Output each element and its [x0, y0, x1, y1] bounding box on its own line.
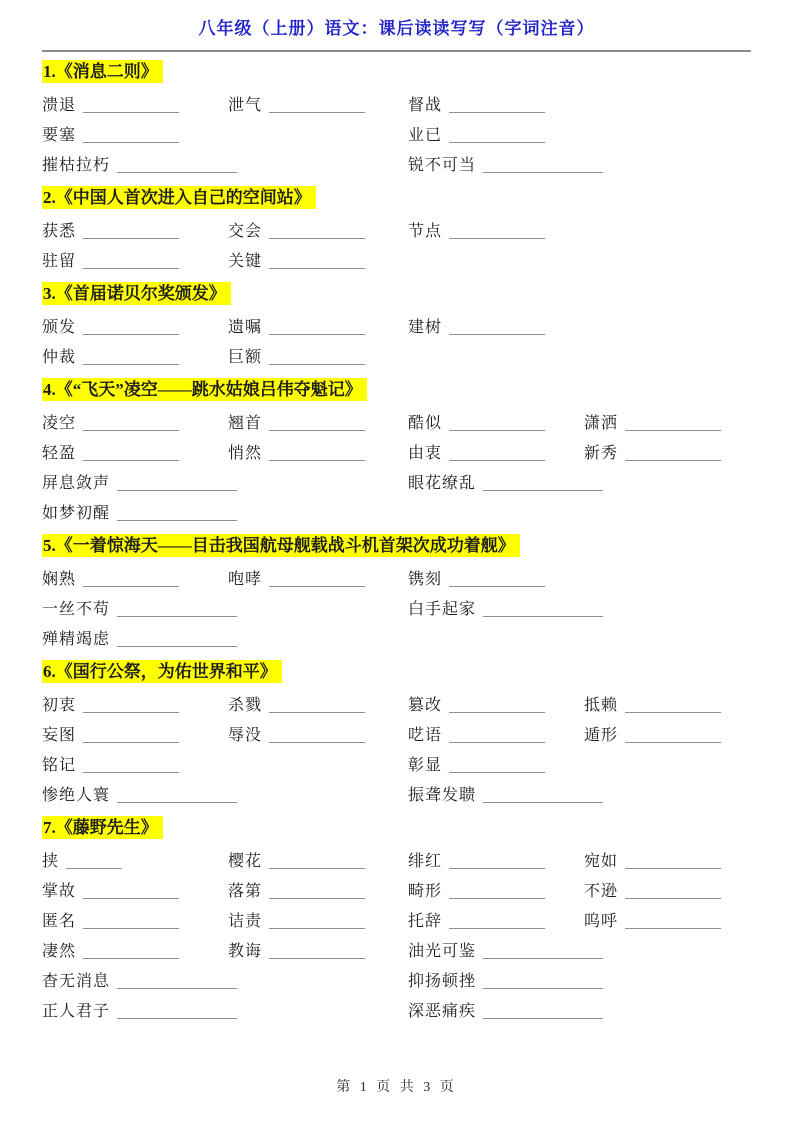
vocabulary-word: 潇洒	[584, 415, 619, 432]
word-cell	[408, 152, 603, 175]
word-cell	[408, 470, 603, 493]
word-cell	[228, 410, 365, 433]
word-cell	[42, 878, 179, 901]
pinyin-answer-blank	[269, 913, 365, 929]
word-row	[42, 778, 751, 808]
pinyin-answer-blank	[83, 445, 179, 461]
word-cell	[42, 566, 179, 589]
vocabulary-word: 督战	[408, 97, 443, 114]
pinyin-answer-blank	[83, 349, 179, 365]
section-heading-7	[42, 817, 751, 839]
vocabulary-word: 节点	[408, 223, 443, 240]
pinyin-answer-blank	[625, 883, 721, 899]
word-cell	[408, 122, 545, 145]
pinyin-answer-blank	[269, 253, 365, 269]
word-row	[42, 718, 751, 748]
vocabulary-word: 落第	[228, 883, 263, 900]
page-number-footer: 第 1 页 共 3 页	[336, 1080, 457, 1095]
vocabulary-word: 惨绝人寰	[42, 787, 111, 804]
word-cell	[228, 938, 365, 961]
pinyin-answer-blank	[83, 943, 179, 959]
vocabulary-word: 如梦初醒	[42, 505, 111, 522]
pinyin-answer-blank	[269, 943, 365, 959]
word-cell	[584, 722, 721, 745]
word-cell	[42, 998, 237, 1021]
vocabulary-word: 振聋发聩	[408, 787, 477, 804]
pinyin-answer-blank	[83, 913, 179, 929]
pinyin-answer-blank	[449, 883, 545, 899]
pinyin-answer-blank	[449, 445, 545, 461]
word-cell	[408, 848, 545, 871]
vocabulary-word: 匿名	[42, 913, 77, 930]
pinyin-answer-blank	[269, 727, 365, 743]
word-cell	[408, 314, 545, 337]
vocabulary-word: 呜呼	[584, 913, 619, 930]
section-heading-highlight: 1.《消息二则》	[42, 60, 163, 83]
vocabulary-word: 镌刻	[408, 571, 443, 588]
word-cell	[42, 848, 122, 871]
pinyin-answer-blank	[117, 1003, 237, 1019]
word-cell	[228, 440, 365, 463]
section-heading-highlight: 7.《藤野先生》	[42, 816, 163, 839]
vocabulary-word: 抑扬顿挫	[408, 973, 477, 990]
vocabulary-word: 呓语	[408, 727, 443, 744]
vocabulary-word: 新秀	[584, 445, 619, 462]
word-cell	[408, 968, 603, 991]
word-cell	[228, 692, 365, 715]
word-cell	[584, 440, 721, 463]
word-cell	[408, 596, 603, 619]
pinyin-answer-blank	[269, 415, 365, 431]
pinyin-answer-blank	[83, 727, 179, 743]
word-row	[42, 496, 751, 526]
vocabulary-word: 眼花缭乱	[408, 475, 477, 492]
word-row	[42, 964, 751, 994]
pinyin-answer-blank	[83, 97, 179, 113]
word-cell	[228, 314, 365, 337]
vocabulary-word: 凌空	[42, 415, 77, 432]
pinyin-answer-blank	[269, 571, 365, 587]
word-cell	[584, 908, 721, 931]
vocabulary-word: 交会	[228, 223, 263, 240]
vocabulary-word: 要塞	[42, 127, 77, 144]
section-heading-4	[42, 379, 751, 401]
word-cell	[584, 410, 721, 433]
pinyin-answer-blank	[117, 475, 237, 491]
word-row	[42, 406, 751, 436]
vocabulary-word: 溃退	[42, 97, 77, 114]
vocabulary-word: 畸形	[408, 883, 443, 900]
pinyin-answer-blank	[83, 223, 179, 239]
pinyin-answer-blank	[269, 697, 365, 713]
pinyin-answer-blank	[83, 127, 179, 143]
word-row	[42, 214, 751, 244]
pinyin-answer-blank	[483, 1003, 603, 1019]
vocabulary-word: 巨额	[228, 349, 263, 366]
pinyin-answer-blank	[449, 97, 545, 113]
word-cell	[584, 878, 721, 901]
word-cell	[408, 218, 545, 241]
word-cell	[408, 752, 545, 775]
vocabulary-word: 屏息敛声	[42, 475, 111, 492]
pinyin-answer-blank	[625, 913, 721, 929]
pinyin-answer-blank	[117, 787, 237, 803]
vocabulary-word: 深恶痛疾	[408, 1003, 477, 1020]
section-heading-2	[42, 187, 751, 209]
pinyin-answer-blank	[117, 631, 237, 647]
pinyin-answer-blank	[483, 943, 603, 959]
vocabulary-word: 掌故	[42, 883, 77, 900]
section-heading-highlight: 4.《“飞天”凌空——跳水姑娘吕伟夺魁记》	[42, 378, 367, 401]
vocabulary-word: 初衷	[42, 697, 77, 714]
vocabulary-word: 咆哮	[228, 571, 263, 588]
pinyin-answer-blank	[483, 601, 603, 617]
word-cell	[42, 938, 179, 961]
word-cell	[42, 440, 179, 463]
vocabulary-word: 诘责	[228, 913, 263, 930]
pinyin-answer-blank	[449, 415, 545, 431]
pinyin-answer-blank	[66, 853, 122, 869]
vocabulary-word: 殚精竭虑	[42, 631, 111, 648]
vocabulary-word: 仲裁	[42, 349, 77, 366]
word-cell	[42, 344, 179, 367]
word-row	[42, 340, 751, 370]
word-cell	[228, 722, 365, 745]
word-cell	[228, 848, 365, 871]
word-cell	[42, 968, 237, 991]
vocabulary-word: 遁形	[584, 727, 619, 744]
vocabulary-word: 建树	[408, 319, 443, 336]
word-row	[42, 934, 751, 964]
word-cell	[228, 344, 365, 367]
word-row	[42, 592, 751, 622]
vocabulary-word: 绯红	[408, 853, 443, 870]
pinyin-answer-blank	[117, 973, 237, 989]
pinyin-answer-blank	[483, 787, 603, 803]
pinyin-answer-blank	[483, 157, 603, 173]
word-cell	[42, 692, 179, 715]
pinyin-answer-blank	[449, 727, 545, 743]
word-row	[42, 994, 751, 1024]
word-cell	[42, 908, 179, 931]
word-cell	[42, 782, 237, 805]
pinyin-answer-blank	[117, 601, 237, 617]
vocabulary-word: 摧枯拉朽	[42, 157, 111, 174]
pinyin-answer-blank	[83, 697, 179, 713]
vocabulary-word: 不逊	[584, 883, 619, 900]
word-row	[42, 622, 751, 652]
word-cell	[42, 152, 237, 175]
pinyin-answer-blank	[269, 349, 365, 365]
word-cell	[42, 500, 237, 523]
pinyin-answer-blank	[449, 319, 545, 335]
pinyin-answer-blank	[117, 157, 237, 173]
pinyin-answer-blank	[83, 415, 179, 431]
vocabulary-word: 锐不可当	[408, 157, 477, 174]
word-cell	[228, 218, 365, 241]
vocabulary-word: 悄然	[228, 445, 263, 462]
vocabulary-word: 获悉	[42, 223, 77, 240]
vocabulary-word: 油光可鉴	[408, 943, 477, 960]
page-title: 八年级（上册）语文：课后读读写写（字词注音）	[42, 14, 751, 52]
pinyin-answer-blank	[83, 883, 179, 899]
vocabulary-word: 由衷	[408, 445, 443, 462]
vocabulary-word: 宛如	[584, 853, 619, 870]
word-cell	[408, 722, 545, 745]
vocabulary-word: 托辞	[408, 913, 443, 930]
word-cell	[42, 470, 237, 493]
vocabulary-word: 驻留	[42, 253, 77, 270]
word-cell	[584, 848, 721, 871]
word-cell	[228, 566, 365, 589]
word-cell	[42, 410, 179, 433]
word-cell	[42, 752, 179, 775]
word-cell	[42, 92, 179, 115]
word-cell	[228, 92, 365, 115]
vocabulary-word: 樱花	[228, 853, 263, 870]
word-cell	[42, 248, 179, 271]
word-cell	[228, 908, 365, 931]
pinyin-answer-blank	[625, 415, 721, 431]
vocabulary-word: 泄气	[228, 97, 263, 114]
section-heading-highlight: 6.《国行公祭，为佑世界和平》	[42, 660, 282, 683]
pinyin-answer-blank	[269, 883, 365, 899]
word-cell	[408, 92, 545, 115]
word-cell	[42, 722, 179, 745]
pinyin-answer-blank	[483, 475, 603, 491]
word-cell	[42, 596, 237, 619]
pinyin-answer-blank	[625, 697, 721, 713]
word-row	[42, 562, 751, 592]
section-heading-highlight: 2.《中国人首次进入自己的空间站》	[42, 186, 316, 209]
word-cell	[408, 440, 545, 463]
pinyin-answer-blank	[269, 223, 365, 239]
word-cell	[42, 626, 237, 649]
word-cell	[408, 566, 545, 589]
vocabulary-word: 白手起家	[408, 601, 477, 618]
vocabulary-word: 酷似	[408, 415, 443, 432]
pinyin-answer-blank	[269, 97, 365, 113]
word-cell	[42, 218, 179, 241]
word-row	[42, 118, 751, 148]
pinyin-answer-blank	[117, 505, 237, 521]
vocabulary-word: 铭记	[42, 757, 77, 774]
word-row	[42, 466, 751, 496]
pinyin-answer-blank	[625, 853, 721, 869]
sections-container	[42, 61, 751, 1024]
vocabulary-word: 颁发	[42, 319, 77, 336]
vocabulary-word: 娴熟	[42, 571, 77, 588]
word-row	[42, 688, 751, 718]
word-cell	[228, 248, 365, 271]
word-row	[42, 88, 751, 118]
word-cell	[408, 878, 545, 901]
pinyin-answer-blank	[625, 727, 721, 743]
pinyin-answer-blank	[449, 571, 545, 587]
pinyin-answer-blank	[449, 913, 545, 929]
pinyin-answer-blank	[449, 697, 545, 713]
vocabulary-word: 杀戮	[228, 697, 263, 714]
pinyin-answer-blank	[449, 757, 545, 773]
word-cell	[408, 938, 603, 961]
section-heading-highlight: 3.《首届诺贝尔奖颁发》	[42, 282, 231, 305]
vocabulary-word: 正人君子	[42, 1003, 111, 1020]
section-heading-1	[42, 61, 751, 83]
pinyin-answer-blank	[83, 319, 179, 335]
word-row	[42, 148, 751, 178]
vocabulary-word: 凄然	[42, 943, 77, 960]
word-cell	[408, 410, 545, 433]
word-row	[42, 874, 751, 904]
pinyin-answer-blank	[83, 757, 179, 773]
vocabulary-word: 彰显	[408, 757, 443, 774]
vocabulary-word: 妄图	[42, 727, 77, 744]
vocabulary-word: 关键	[228, 253, 263, 270]
word-row	[42, 904, 751, 934]
word-cell	[42, 122, 179, 145]
word-row	[42, 244, 751, 274]
pinyin-answer-blank	[269, 445, 365, 461]
word-row	[42, 310, 751, 340]
word-row	[42, 748, 751, 778]
section-heading-3	[42, 283, 751, 305]
section-heading-5	[42, 535, 751, 557]
word-cell	[408, 692, 545, 715]
word-cell	[408, 998, 603, 1021]
pinyin-answer-blank	[625, 445, 721, 461]
pinyin-answer-blank	[449, 127, 545, 143]
pinyin-answer-blank	[449, 853, 545, 869]
vocabulary-word: 业已	[408, 127, 443, 144]
pinyin-answer-blank	[83, 571, 179, 587]
word-cell	[228, 878, 365, 901]
word-cell	[584, 692, 721, 715]
word-cell	[408, 908, 545, 931]
vocabulary-word: 篡改	[408, 697, 443, 714]
vocabulary-word: 翘首	[228, 415, 263, 432]
section-heading-6	[42, 661, 751, 683]
pinyin-answer-blank	[269, 853, 365, 869]
word-row	[42, 844, 751, 874]
word-cell	[408, 782, 603, 805]
vocabulary-word: 抵赖	[584, 697, 619, 714]
vocabulary-word: 杳无消息	[42, 973, 111, 990]
vocabulary-word: 辱没	[228, 727, 263, 744]
vocabulary-word: 挟	[42, 853, 60, 870]
vocabulary-word: 遗嘱	[228, 319, 263, 336]
word-row	[42, 436, 751, 466]
pinyin-answer-blank	[483, 973, 603, 989]
vocabulary-word: 教诲	[228, 943, 263, 960]
pinyin-answer-blank	[83, 253, 179, 269]
pinyin-answer-blank	[269, 319, 365, 335]
vocabulary-word: 轻盈	[42, 445, 77, 462]
section-heading-highlight: 5.《一着惊海天——目击我国航母舰载战斗机首架次成功着舰》	[42, 534, 520, 557]
vocabulary-word: 一丝不苟	[42, 601, 111, 618]
word-cell	[42, 314, 179, 337]
pinyin-answer-blank	[449, 223, 545, 239]
